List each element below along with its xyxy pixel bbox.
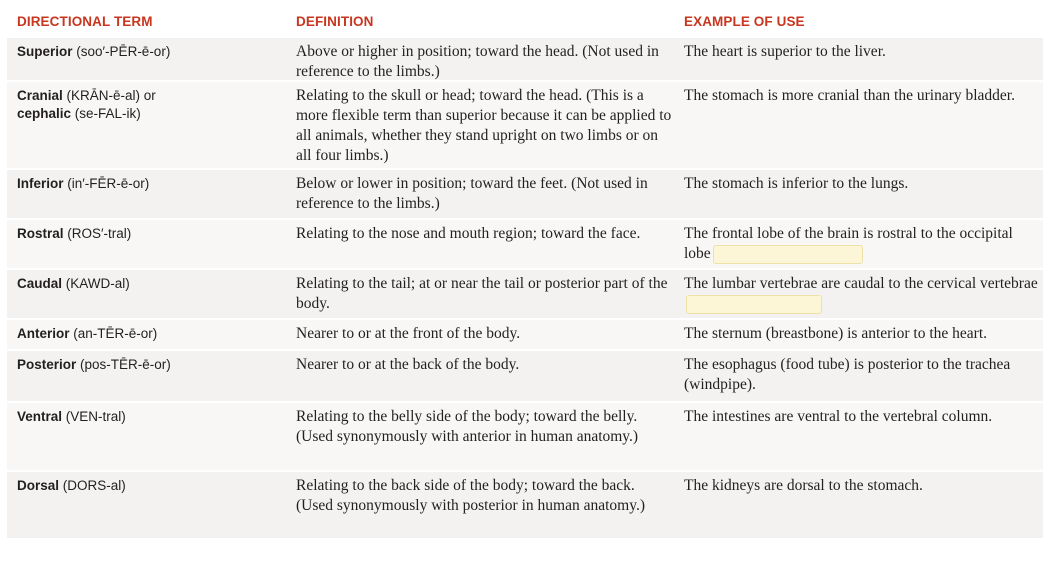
term-cell	[7, 270, 286, 293]
header-example: EXAMPLE OF USE	[684, 13, 805, 29]
example-cell: The esophagus (food tube) is posterior to the trachea (windpipe).	[684, 356, 1011, 393]
term-pronunciation: (DORS-al)	[59, 478, 126, 493]
highlight-mark	[713, 245, 863, 264]
table-row	[7, 401, 1043, 470]
table-row	[7, 218, 1043, 268]
table-row	[7, 168, 1043, 218]
definition-cell: Relating to the tail; at or near the tail or posterior part of the body.	[296, 275, 668, 312]
table-row	[7, 80, 1043, 168]
example-cell	[674, 220, 1043, 264]
table-row	[7, 318, 1043, 349]
definition-cell: Relating to the belly side of the body; toward the belly. (Used synonymously with anterior in human anatomy.)	[296, 408, 639, 445]
term-name: Posterior	[17, 357, 77, 372]
table-header	[7, 6, 1043, 36]
term-pronunciation: (soo′-PĒR-ē-or)	[72, 44, 171, 59]
example-cell: The heart is superior to the liver.	[684, 43, 886, 60]
example-cell	[674, 270, 1043, 314]
term-name: Dorsal	[17, 478, 60, 493]
term-name: Anterior	[17, 326, 70, 341]
term-cell	[7, 38, 286, 61]
term-cell	[7, 220, 286, 243]
term-pronunciation: (ROS′-tral)	[63, 226, 132, 241]
definition-cell: Nearer to or at the front of the body.	[296, 325, 521, 342]
definition-cell: Relating to the nose and mouth region; toward the face.	[296, 225, 641, 242]
term-cell	[7, 82, 286, 123]
term-name-alt: cephalic	[17, 106, 72, 121]
definition-cell: Above or higher in position; toward the head. (Not used in reference to the limbs.)	[296, 43, 659, 80]
term-name: Inferior	[17, 176, 64, 191]
definition-cell: Nearer to or at the back of the body.	[296, 356, 520, 373]
term-name: Rostral	[17, 226, 64, 241]
definition-cell: Relating to the back side of the body; toward the back. (Used synonymously with posterior in human anatomy.)	[296, 477, 645, 514]
term-name: Cranial	[17, 88, 63, 103]
term-pronunciation: (an-TĒR-ē-or)	[69, 326, 158, 341]
directional-terms-table	[7, 6, 1043, 538]
example-cell: The intestines are ventral to the vertebral column.	[684, 408, 993, 425]
example-text: The frontal lobe of the brain is rostral to the occipital lobe	[684, 225, 1013, 262]
term-name: Superior	[17, 44, 73, 59]
example-cell: The stomach is more cranial than the urinary bladder.	[684, 87, 1015, 104]
term-name: Ventral	[17, 409, 63, 424]
table-row	[7, 349, 1043, 401]
example-cell: The kidneys are dorsal to the stomach.	[684, 477, 923, 494]
table-row	[7, 470, 1043, 538]
term-cell	[7, 320, 286, 343]
term-cell	[7, 472, 286, 495]
term-cell	[7, 403, 286, 426]
term-pronunciation: (in′-FĒR-ē-or)	[63, 176, 150, 191]
term-name: Caudal	[17, 276, 63, 291]
term-cell	[7, 170, 286, 193]
table-row	[7, 36, 1043, 80]
definition-cell: Below or lower in position; toward the feet. (Not used in reference to the limbs.)	[296, 175, 648, 212]
term-pronunciation-alt: (se-FAL-ik)	[71, 106, 141, 121]
example-cell: The sternum (breastbone) is anterior to the heart.	[684, 325, 987, 342]
header-definition: DEFINITION	[296, 13, 374, 29]
example-text: The lumbar vertebrae are caudal to the cervical vertebrae	[684, 275, 1038, 292]
term-pronunciation: (pos-TĒR-ē-or)	[76, 357, 171, 372]
definition-cell: Relating to the skull or head; toward the head. (This is a more flexible term than superior because it can be applied to all animals, whether they stand upright on two limbs or on all four limbs.)	[296, 87, 672, 164]
term-pronunciation: (KAWD-al)	[62, 276, 130, 291]
example-cell: The stomach is inferior to the lungs.	[684, 175, 909, 192]
term-cell	[7, 351, 286, 374]
term-pronunciation: (VEN-tral)	[62, 409, 126, 424]
term-pronunciation: (KRĀN-ē-al) or	[62, 88, 156, 103]
highlight-mark	[686, 295, 822, 314]
header-directional-term: DIRECTIONAL TERM	[17, 13, 153, 29]
table-row	[7, 268, 1043, 318]
